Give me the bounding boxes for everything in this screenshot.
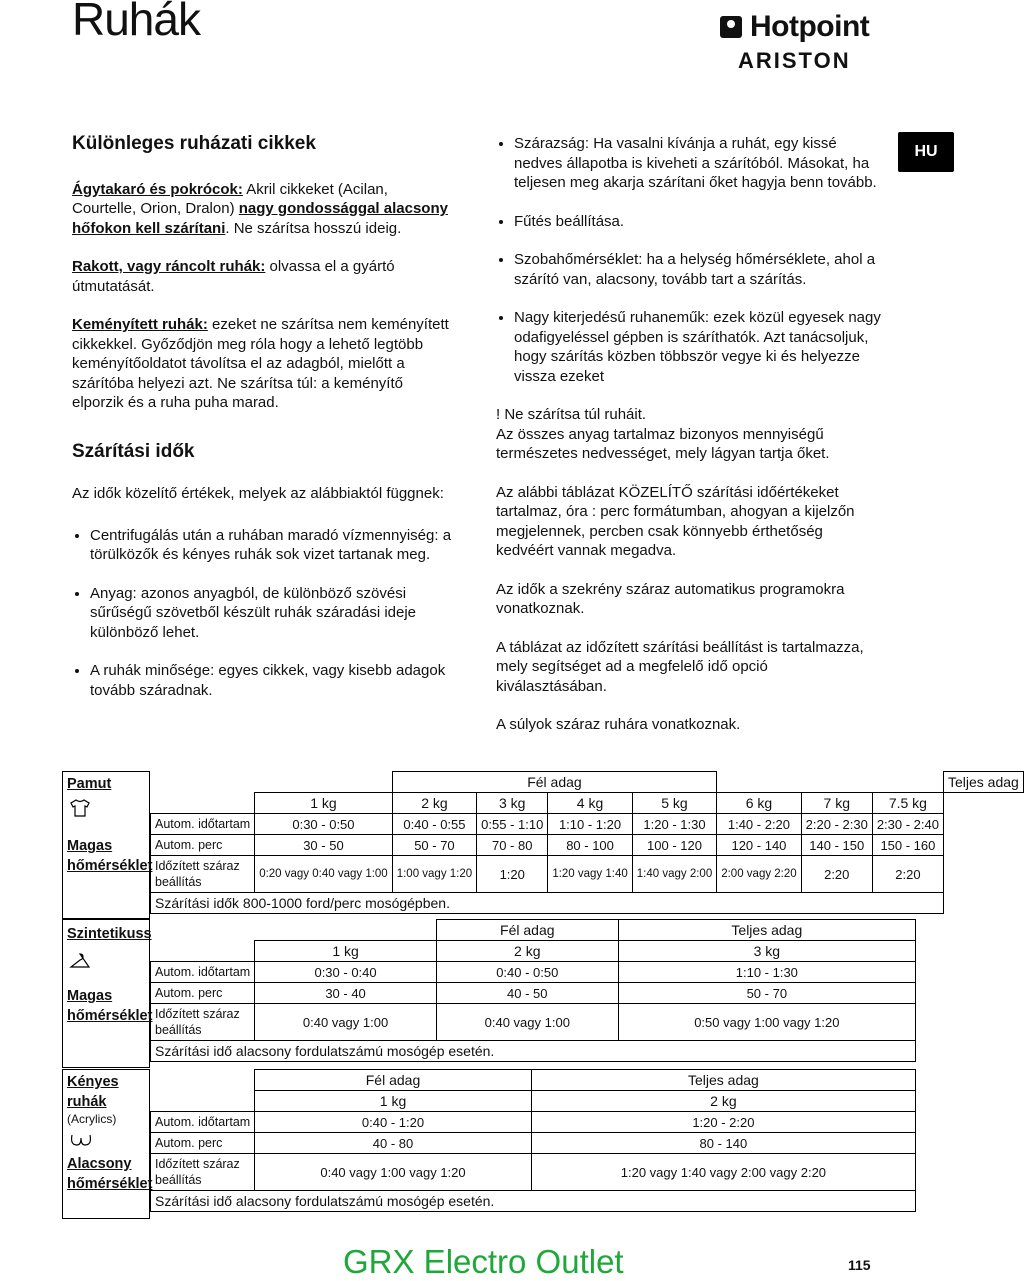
half-load-header: Fél adag xyxy=(255,1070,532,1091)
hotpoint-logo-icon xyxy=(720,16,742,38)
table-cell: 2:20 - 2:30 xyxy=(801,814,872,835)
weight-cell: 2 kg xyxy=(531,1091,915,1112)
row-label: Autom. időtartam xyxy=(151,814,255,835)
table-cell: 1:20 vagy 1:40 xyxy=(548,856,632,893)
row-label: Időzített száraz beállítás xyxy=(151,856,255,893)
times-intro: Az idők közelítő értékek, melyek az alábbiaktól függnek: xyxy=(72,485,444,502)
row-label: Autom. perc xyxy=(151,1133,255,1154)
weight-cell: 1 kg xyxy=(255,941,437,962)
paragraph-starched: Keményített ruhák: ezeket ne szárítsa nem keményített cikkekkel. Győződjön meg róla hogy a lehető legtöbb keményítőoldatot távolítsa el az adagból, mielőtt a szárítóba helyezi azt. Ne szárítsa túl: a keményítő elporzik és a ruha puha marad. xyxy=(72,316,449,411)
weight-cell: 2 kg xyxy=(392,793,476,814)
side-label: Szintetikuss xyxy=(67,926,152,942)
full-load-header: Teljes adag xyxy=(531,1070,915,1091)
tshirt-icon xyxy=(69,798,91,818)
side-label: hőmérséklet xyxy=(67,1176,153,1192)
row-label: Autom. perc xyxy=(151,983,255,1004)
side-label: Magas xyxy=(67,838,113,854)
table-cell: 0:30 - 0:40 xyxy=(255,962,437,983)
brand-name: Hotpoint xyxy=(750,10,870,43)
paragraph-table-info: Az alábbi táblázat KÖZELÍTŐ szárítási időértékeket tartalmaz, óra : perc formátumban, ahogyan a kijelzőn megjelennek, percben csak könnyebb érthetőség kedvéért vannak megadva. xyxy=(496,483,855,559)
table-cell: 50 - 70 xyxy=(618,983,915,1004)
list-item: • Szárazság: Ha vasalni kívánja a ruhát, egy kissé nedves állapotba is kiveheti a szárítóból. Másokat, ha teljesen meg akarja szárítani őket hagyja benn tovább. xyxy=(514,134,881,193)
brand-subname: ARISTON xyxy=(738,48,851,73)
table-cell: 2:00 vagy 2:20 xyxy=(717,856,801,893)
side-label: Kényes xyxy=(67,1074,119,1090)
right-column xyxy=(496,134,881,754)
table-cell: 1:20 - 2:20 xyxy=(531,1112,915,1133)
side-label: Pamut xyxy=(67,776,112,792)
delicates-side-panel xyxy=(62,1069,153,1219)
table-cell: 0:40 - 1:20 xyxy=(255,1112,532,1133)
synthetic-side-panel xyxy=(62,919,153,1068)
full-load-header: Teljes adag xyxy=(943,772,1023,793)
row-label: Autom. időtartam xyxy=(151,962,255,983)
side-label: Magas xyxy=(67,988,113,1004)
section-heading-times: Szárítási idők xyxy=(72,440,195,462)
table-cell: 30 - 50 xyxy=(255,835,393,856)
cotton-side-panel xyxy=(62,771,153,919)
table-cell: 140 - 150 xyxy=(801,835,872,856)
table-cell: 1:20 xyxy=(477,856,548,893)
weight-cell: 2 kg xyxy=(436,941,618,962)
table-cell: 2:30 - 2:40 xyxy=(872,814,943,835)
side-sublabel: (Acrylics) xyxy=(67,1112,117,1126)
delicates-drying-table xyxy=(150,1069,916,1212)
table-cell: 0:30 - 0:50 xyxy=(255,814,393,835)
weight-cell: 3 kg xyxy=(477,793,548,814)
table-cell: 1:20 vagy 1:40 vagy 2:00 vagy 2:20 xyxy=(531,1154,915,1191)
table-cell: 2:20 xyxy=(872,856,943,893)
paragraph-timer: A táblázat az időzített szárítási beállítást is tartalmazza, mely segítséget ad a megfelelő idő opció kiválasztásában. xyxy=(496,638,864,695)
table-cell: 0:40 - 0:50 xyxy=(436,962,618,983)
table-cell: 1:40 vagy 2:00 xyxy=(632,856,716,893)
table-cell: 80 - 100 xyxy=(548,835,632,856)
paragraph-pleated: Rakott, vagy ráncolt ruhák: olvassa el a gyártó útmutatását. xyxy=(72,258,395,295)
section-heading-special: Különleges ruházati cikkek xyxy=(72,133,316,154)
weight-cell: 4 kg xyxy=(548,793,632,814)
language-badge: HU xyxy=(898,132,954,172)
watermark: GRX Electro Outlet xyxy=(343,1243,624,1280)
table-cell: 1:10 - 1:20 xyxy=(548,814,632,835)
cotton-drying-table xyxy=(150,771,1024,914)
side-label: hőmérséklet xyxy=(67,1008,153,1024)
table-cell: 30 - 40 xyxy=(255,983,437,1004)
table-cell: 50 - 70 xyxy=(392,835,476,856)
side-label: ruhák xyxy=(67,1094,107,1110)
left-column xyxy=(72,134,452,719)
row-label: Autom. időtartam xyxy=(151,1112,255,1133)
warning-text: Az összes anyag tartalmaz bizonyos mennyiségű természetes nedvességet, mely lágyan tartja őket. xyxy=(496,425,830,462)
table-cell: 150 - 160 xyxy=(872,835,943,856)
weight-cell: 7.5 kg xyxy=(872,793,943,814)
factors-list xyxy=(72,526,452,701)
weight-cell: 3 kg xyxy=(618,941,915,962)
weight-cell: 1 kg xyxy=(255,1091,532,1112)
half-load-header: Fél adag xyxy=(392,772,717,793)
list-item: • Centrifugálás után a ruhában maradó vízmennyiség: a törülközők és kényes ruhák sok vizet tartanak meg. xyxy=(90,526,452,565)
row-label: Autom. perc xyxy=(151,835,255,856)
table-cell: 100 - 120 xyxy=(632,835,716,856)
weight-cell: 7 kg xyxy=(801,793,872,814)
paragraph-bedding: Ágytakaró és pokrócok: Akril cikkeket (Acilan, Courtelle, Orion, Dralon) nagy gondossággal alacsony hőfokon kell szárítani. Ne szárítsa hosszú ideig. xyxy=(72,180,448,237)
factors-list-continued xyxy=(496,134,881,386)
full-load-header: Teljes adag xyxy=(618,920,915,941)
list-item: • Fűtés beállítása. xyxy=(514,212,881,232)
row-label: Időzített száraz beállítás xyxy=(151,1004,255,1041)
table-cell: 0:40 - 0:55 xyxy=(392,814,476,835)
weight-cell: 1 kg xyxy=(255,793,393,814)
table-cell: 0:40 vagy 1:00 xyxy=(255,1004,437,1041)
page-title: Ruhák xyxy=(72,0,200,45)
side-label: Alacsony xyxy=(67,1156,132,1172)
table-cell: 80 - 140 xyxy=(531,1133,915,1154)
synthetic-drying-table xyxy=(150,919,916,1062)
table-cell: 70 - 80 xyxy=(477,835,548,856)
table-cell: 0:40 vagy 1:00 vagy 1:20 xyxy=(255,1154,532,1191)
list-item: • Szobahőmérséklet: ha a helység hőmérséklete, ahol a szárító van, alacsony, tovább tart a szárítás. xyxy=(514,250,881,289)
table-cell: 0:50 vagy 1:00 vagy 1:20 xyxy=(618,1004,915,1041)
list-item: • Anyag: azonos anyagból, de különböző szövési sűrűségű szövetből készült ruhák száradási ideje különböző lehet. xyxy=(90,584,452,643)
table-note: Szárítási idő alacsony fordulatszámú mosógép esetén. xyxy=(151,1191,916,1212)
list-item: • Nagy kiterjedésű ruhaneműk: ezek közül egyesek nagy odafigyeléssel gépben is száríthatók. Azt tanácsoljuk, hogy szárítás közben többször vegye ki és helyezze vissza ezeket xyxy=(514,308,881,386)
table-cell: 2:20 xyxy=(801,856,872,893)
table-cell: 1:40 - 2:20 xyxy=(717,814,801,835)
row-label: Időzített száraz beállítás xyxy=(151,1154,255,1191)
table-note: Szárítási idők 800-1000 ford/perc mosógépben. xyxy=(151,893,944,914)
page-number: 115 xyxy=(848,1257,871,1273)
table-cell: 40 - 50 xyxy=(436,983,618,1004)
table-cell: 1:10 - 1:30 xyxy=(618,962,915,983)
hanger-icon xyxy=(69,952,91,970)
brand-logo xyxy=(720,10,885,74)
table-cell: 0:55 - 1:10 xyxy=(477,814,548,835)
table-cell: 0:40 vagy 1:00 xyxy=(436,1004,618,1041)
wool-icon xyxy=(69,1132,93,1148)
table-note: Szárítási idő alacsony fordulatszámú mosógép esetén. xyxy=(151,1041,916,1062)
list-item: • A ruhák minősége: egyes cikkek, vagy kisebb adagok tovább száradnak. xyxy=(90,661,452,700)
warning-heading: ! Ne szárítsa túl ruháit. xyxy=(496,406,647,423)
half-load-header: Fél adag xyxy=(436,920,618,941)
paragraph-auto: Az idők a szekrény száraz automatikus programokra vonatkoznak. xyxy=(496,580,845,617)
table-cell: 1:20 - 1:30 xyxy=(632,814,716,835)
weight-cell: 6 kg xyxy=(717,793,801,814)
weight-cell: 5 kg xyxy=(632,793,716,814)
side-label: hőmérséklet xyxy=(67,858,153,874)
table-cell: 40 - 80 xyxy=(255,1133,532,1154)
paragraph-weight: A súlyok száraz ruhára vonatkoznak. xyxy=(496,716,741,733)
table-cell: 120 - 140 xyxy=(717,835,801,856)
table-cell: 1:00 vagy 1:20 xyxy=(392,856,476,893)
table-cell: 0:20 vagy 0:40 vagy 1:00 xyxy=(255,856,393,893)
